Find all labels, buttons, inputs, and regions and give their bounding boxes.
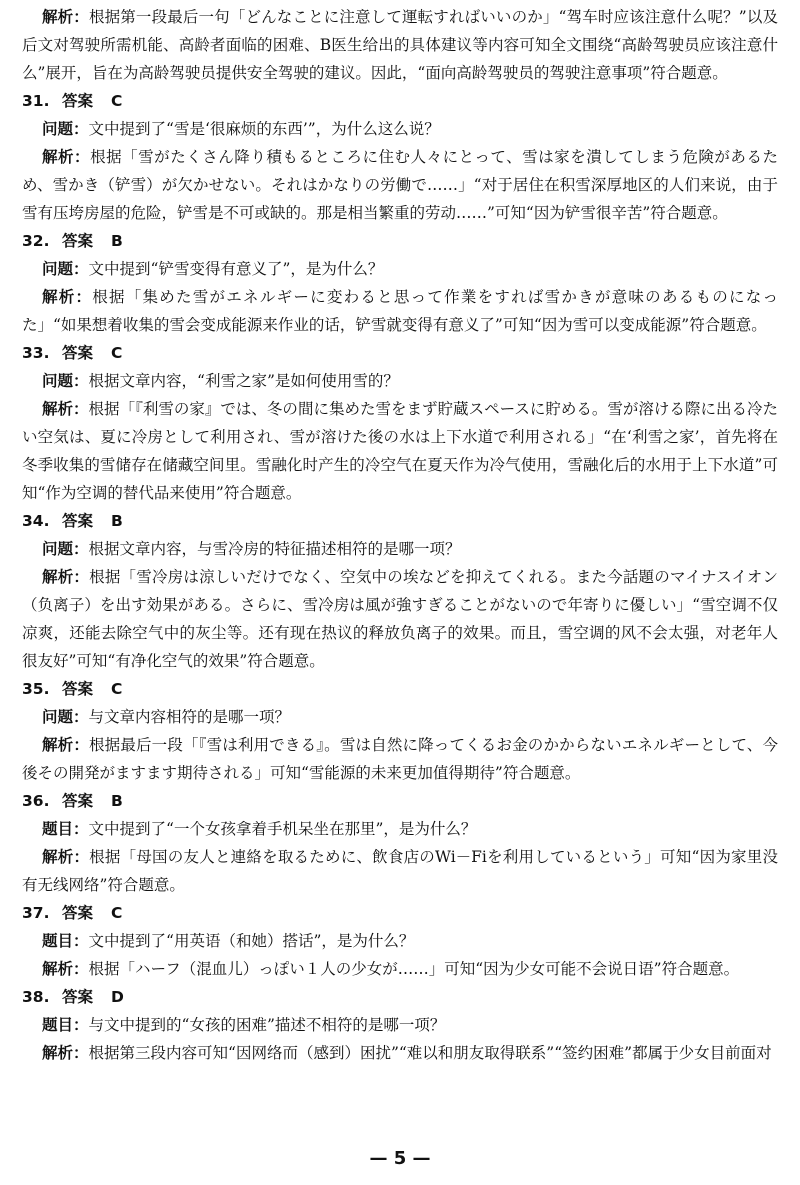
question-item-32: [22, 227, 778, 339]
question-number: 32.: [22, 232, 50, 250]
question-body: 文中提到了“一个女孩拿着手机呆坐在那里”，是为什么？: [88, 820, 477, 838]
question-number: 36.: [22, 792, 50, 810]
question-text: [22, 927, 778, 955]
answer-word: 答案: [62, 680, 94, 698]
answer-line: [22, 787, 778, 815]
explanation-body: 根据「集めた雪がエネルギーに変わると思って作業をすれば雪かきが意味のあるものになった」“如果想着收集的雪会变成能源来作业的话，铲雪就变得有意义了”可知“因为雪可以变成能源”符合题意。: [22, 288, 778, 334]
explanation-label: 解析：: [42, 736, 89, 754]
question-text: [22, 1011, 778, 1039]
explanation-label: 解析：: [42, 400, 89, 418]
question-number: 31.: [22, 92, 50, 110]
explanation-body: 根据「ハーフ（混血儿）っぽい１人の少女が……」可知“因为少女可能不会说日语”符合题意。: [88, 960, 740, 978]
question-number: 35.: [22, 680, 50, 698]
question-text: [22, 535, 778, 563]
explanation-body: 根据「母国の友人と連絡を取るために、飲食店のWi－Fiを利用しているという」可知“因为家里没有无线网络”符合题意。: [22, 848, 778, 894]
question-body: 根据文章内容，“利雪之家”是如何使用雪的？: [88, 372, 399, 390]
question-body: 文中提到“铲雪变得有意义了”，是为什么？: [88, 260, 384, 278]
question-number: 38.: [22, 988, 50, 1006]
question-number: 34.: [22, 512, 50, 530]
explanation-body: 根据最后一段「『雪は利用できる』。雪は自然に降ってくるお金のかからないエネルギーとして、今後その開発がますます期待される」可知“雪能源的未来更加值得期待”符合题意。: [22, 736, 778, 782]
answer-line: [22, 339, 778, 367]
answer-word: 答案: [62, 232, 94, 250]
question-label: 问题：: [42, 260, 89, 278]
question-label: 问题：: [42, 372, 89, 390]
explanation-body: 根据「雪がたくさん降り積もるところに住む人々にとって、雪は家を潰してしまう危険があるため、雪かき（铲雪）が欠かせない。それはかなりの労働で……」“对于居住在积雪深厚地区的人们来说，由于雪有压垮房屋的危险，铲雪是不可或缺的。那是相当繁重的劳动……”可知“因为铲雪很辛苦”符合题意。: [22, 148, 778, 222]
explanation-text: [22, 563, 778, 675]
question-text: [22, 703, 778, 731]
answer-line: [22, 675, 778, 703]
question-item-33: [22, 339, 778, 507]
question-text: [22, 115, 778, 143]
question-item-35: [22, 675, 778, 787]
answer-line: [22, 899, 778, 927]
question-label: 题目：: [42, 820, 89, 838]
question-text: [22, 815, 778, 843]
explanation-body: 根据第三段内容可知“因网络而（感到）困扰”“难以和朋友取得联系”“签约困难”都属于少女目前面对: [88, 1044, 772, 1062]
answer-choice: B: [111, 232, 123, 250]
explanation-body: 根据「『利雪の家』では、冬の間に集めた雪をまず貯蔵スペースに貯める。雪が溶ける際に出る冷たい空気は、夏に冷房として利用され、雪が溶けた後の水は上下水道で利用される」“在‘利雪之家’，首先将在冬季收集的雪储存在储藏空间里。雪融化时产生的冷空气在夏天作为冷气使用，雪融化后的水用于上下水道”可知“作为空调的替代品来使用”符合题意。: [22, 400, 778, 502]
explanation-body: 根据「雪冷房は涼しいだけでなく、空気中の埃などを抑えてくれる。また今話題のマイナスイオン（负离子）を出す効果がある。さらに、雪冷房は風が強すぎることがないので年寄りに優しい」“雪空调不仅凉爽，还能去除空气中的灰尘等。还有现在热议的释放负离子的效果。而且，雪空调的风不会太强，对老年人很友好”可知“有净化空气的效果”符合题意。: [22, 568, 778, 670]
explanation-text: [22, 955, 778, 983]
question-body: 文中提到了“用英语（和她）搭话”，是为什么？: [88, 932, 415, 950]
question-body: 与文章内容相符的是哪一项？: [88, 708, 291, 726]
answer-word: 答案: [62, 512, 94, 530]
question-text: [22, 255, 778, 283]
question-label: 问题：: [42, 540, 89, 558]
answer-line: [22, 227, 778, 255]
answer-choice: D: [111, 988, 124, 1006]
answer-choice: C: [111, 92, 123, 110]
explanation-label: 解析：: [42, 960, 89, 978]
question-label: 题目：: [42, 1016, 89, 1034]
answer-word: 答案: [62, 92, 94, 110]
answer-word: 答案: [62, 792, 94, 810]
question-text: [22, 367, 778, 395]
question-item-34: [22, 507, 778, 675]
answer-choice: B: [111, 512, 123, 530]
answer-choice: B: [111, 792, 123, 810]
question-label: 题目：: [42, 932, 89, 950]
answer-line: [22, 507, 778, 535]
answer-choice: C: [111, 904, 123, 922]
intro-label: 解析：: [42, 8, 89, 26]
answer-line: [22, 983, 778, 1011]
question-item-38: [22, 983, 778, 1067]
intro-text: 根据第一段最后一句「どんなことに注意して運転すればいいのか」“驾车时应该注意什么呢？”以及后文对驾驶所需机能、高龄者面临的困难、B医生给出的具体建议等内容可知全文围绕“高龄驾驶员应该注意什么”展开，旨在为高龄驾驶员提供安全驾驶的建议。因此，“面向高龄驾驶员的驾驶注意事项”符合题意。: [22, 8, 778, 82]
answer-word: 答案: [62, 904, 94, 922]
answer-choice: C: [111, 680, 123, 698]
page-number: — 5 —: [369, 1148, 431, 1169]
answer-word: 答案: [62, 344, 94, 362]
question-number: 37.: [22, 904, 50, 922]
answer-word: 答案: [62, 988, 94, 1006]
explanation-label: 解析：: [42, 848, 90, 866]
question-label: 问题：: [42, 120, 89, 138]
question-body: 根据文章内容，与雪冷房的特征描述相符的是哪一项？: [88, 540, 461, 558]
answer-line: [22, 87, 778, 115]
answer-choice: C: [111, 344, 123, 362]
explanation-label: 解析：: [42, 288, 93, 306]
explanation-text: [22, 395, 778, 507]
question-item-37: [22, 899, 778, 983]
explanation-label: 解析：: [42, 1044, 89, 1062]
explanation-text: [22, 143, 778, 227]
explanation-label: 解析：: [42, 568, 90, 586]
question-body: 与文中提到的“女孩的困难”描述不相符的是哪一项？: [88, 1016, 446, 1034]
explanation-label: 解析：: [42, 148, 91, 166]
question-item-36: [22, 787, 778, 899]
explanation-text: [22, 283, 778, 339]
question-label: 问题：: [42, 708, 89, 726]
intro-paragraph: [22, 3, 778, 87]
explanation-text: [22, 843, 778, 899]
question-item-31: [22, 87, 778, 227]
question-body: 文中提到了“雪是‘很麻烦的东西’”，为什么这么说？: [88, 120, 440, 138]
explanation-text: [22, 731, 778, 787]
question-number: 33.: [22, 344, 50, 362]
explanation-text: [22, 1039, 778, 1067]
